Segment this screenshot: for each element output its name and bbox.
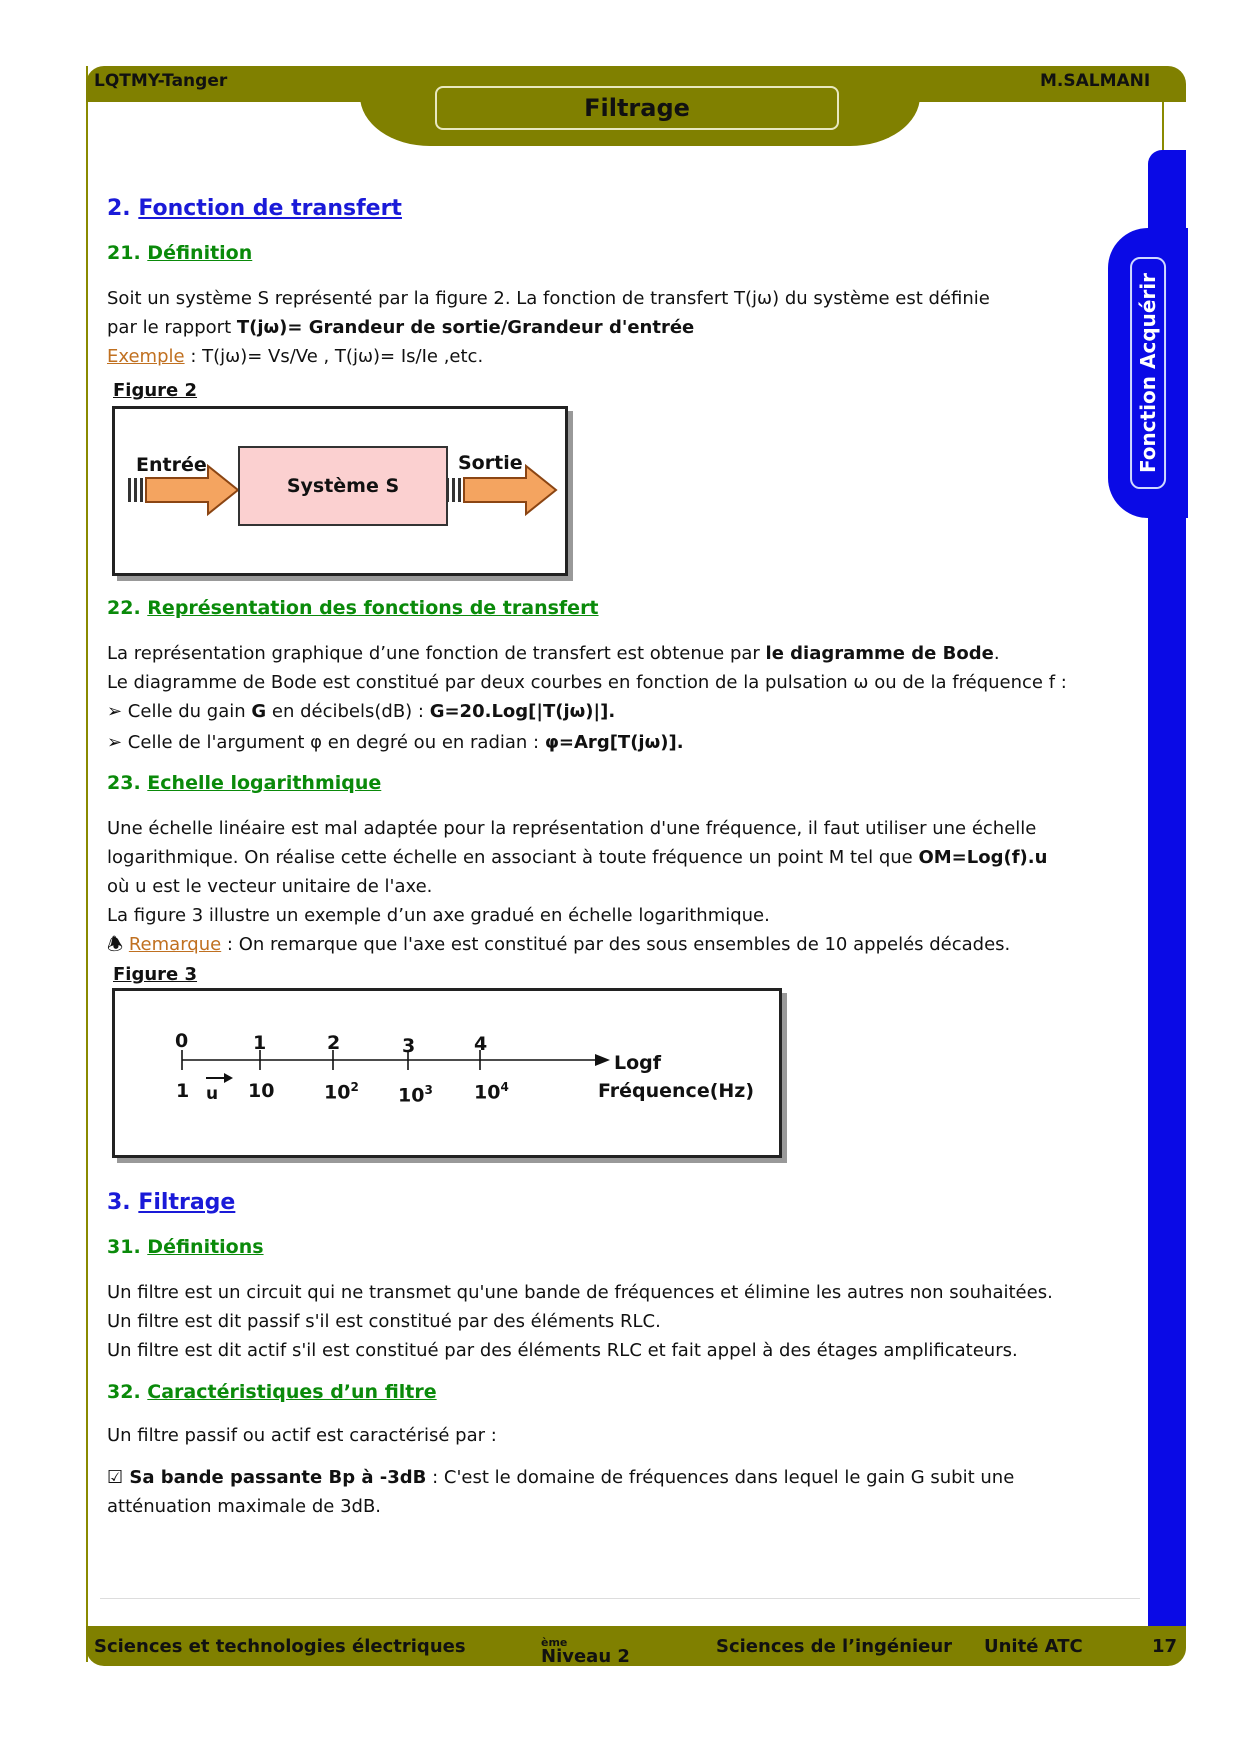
side-tab-label: Fonction Acquérir <box>1130 257 1166 489</box>
paragraph: atténuation maximale de 3dB. <box>107 1496 382 1517</box>
tick-label-top: 0 <box>175 1030 189 1052</box>
log-axis <box>120 1040 620 1080</box>
footer-bar <box>86 1626 1186 1666</box>
tick-label-bottom: 10 <box>248 1080 275 1102</box>
paragraph: ☑ Sa bande passante Bp à -3dB : C'est le domaine de fréquences dans lequel le gain G subit une <box>107 1467 1015 1488</box>
paragraph: La représentation graphique d’une fonction de transfert est obtenue par le diagramme de Bode. <box>107 643 1000 664</box>
fig2-output-label: Sortie <box>458 452 523 474</box>
section-2-heading: 2. Fonction de transfert <box>107 196 402 221</box>
tick-label-bottom: $10^4$ <box>474 1080 509 1104</box>
tick-label-bottom: $10^2$ <box>324 1080 359 1104</box>
tick-label-bottom: 1 <box>176 1080 190 1102</box>
unit-vector-label: u <box>206 1084 219 1104</box>
section-3-heading: 3. Filtrage <box>107 1190 236 1215</box>
header-school: LQTMY-Tanger <box>94 71 228 91</box>
paragraph: Un filtre est dit passif s'il est constitué par des éléments RLC. <box>107 1311 661 1332</box>
input-arrow <box>128 462 240 518</box>
bullet-item: ➢ Celle du gain G en décibels(dB) : G=20.Log[|T(jω)|]. <box>107 701 616 722</box>
side-tab <box>1108 228 1188 518</box>
figure-2-label: Figure 2 <box>113 380 198 401</box>
section-21-heading: 21. Définition <box>107 242 253 264</box>
paragraph: La figure 3 illustre un exemple d’un axe gradué en échelle logarithmique. <box>107 905 770 926</box>
remark-line: 🕭 Remarque : On remarque que l'axe est constitué par des sous ensembles de 10 appelés décades. <box>107 934 1011 955</box>
paragraph: Une échelle linéaire est mal adaptée pour la représentation d'une fréquence, il faut utiliser une échelle <box>107 818 1037 839</box>
header-author: M.SALMANI <box>1040 71 1151 91</box>
example-line: Exemple : T(jω)= Vs/Ve , T(jω)= Is/Ie ,etc. <box>107 346 484 367</box>
output-arrow <box>446 462 558 518</box>
fig2-input-label: Entrée <box>136 454 207 476</box>
paragraph: où u est le vecteur unitaire de l'axe. <box>107 876 433 897</box>
section-32-heading: 32. Caractéristiques d’un filtre <box>107 1381 437 1403</box>
axis-label-frequency: Fréquence(Hz) <box>598 1080 755 1102</box>
figure-3-label: Figure 3 <box>113 964 198 985</box>
system-block: Système S <box>238 446 448 526</box>
divider <box>100 1598 1140 1599</box>
tick-label-top: 3 <box>402 1035 416 1057</box>
bell-icon: 🕭 <box>107 934 124 955</box>
paragraph: logarithmique. On réalise cette échelle en associant à toute fréquence un point M tel que OM=Log(f).u <box>107 847 1048 868</box>
tick-label-bottom: $10^3$ <box>398 1083 433 1107</box>
footer-subject: Sciences de l’ingénieur <box>716 1636 953 1657</box>
bullet-item: ➢ Celle de l'argument φ en degré ou en radian : φ=Arg[T(jω)]. <box>107 732 684 753</box>
paragraph: Un filtre est dit actif s'il est constitué par des éléments RLC et fait appel à des étages amplificateurs. <box>107 1340 1018 1361</box>
tick-label-top: 1 <box>253 1032 267 1054</box>
section-23-heading: 23. Echelle logarithmique <box>107 772 382 794</box>
page-title: Filtrage <box>435 86 839 130</box>
paragraph: par le rapport T(jω)= Grandeur de sortie/Grandeur d'entrée <box>107 317 695 338</box>
tick-label-top: 2 <box>327 1032 341 1054</box>
paragraph: Un filtre passif ou actif est caractérisé par : <box>107 1425 497 1446</box>
axis-label-logf: Logf <box>614 1052 662 1074</box>
paragraph: Le diagramme de Bode est constitué par deux courbes en fonction de la pulsation ω ou de la fréquence f : <box>107 672 1067 693</box>
section-22-heading: 22. Représentation des fonctions de transfert <box>107 597 599 619</box>
section-31-heading: 31. Définitions <box>107 1236 264 1258</box>
paragraph: Soit un système S représenté par la figure 2. La fonction de transfert T(jω) du système est définie <box>107 288 990 309</box>
footer-unit: Unité ATC <box>984 1636 1083 1657</box>
tick-label-top: 4 <box>474 1033 488 1055</box>
page-number: 17 <box>1152 1636 1178 1657</box>
footer-level: Niveau 2 $^{ème}$ <box>541 1636 630 1667</box>
footer-field: Sciences et technologies électriques <box>94 1636 466 1657</box>
paragraph: Un filtre est un circuit qui ne transmet qu'une bande de fréquences et élimine les autres non souhaitées. <box>107 1282 1053 1303</box>
